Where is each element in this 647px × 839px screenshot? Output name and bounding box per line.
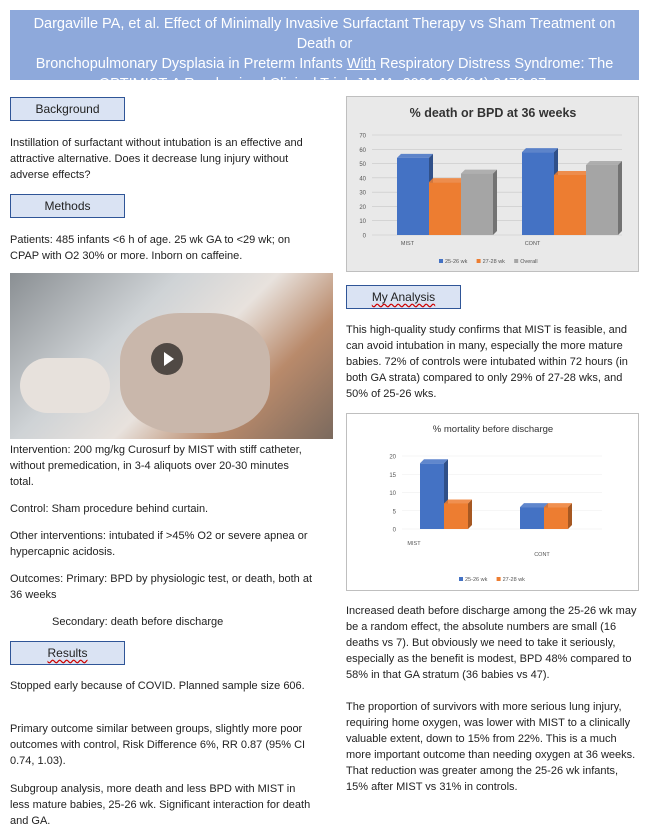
bar-27-28-wk-MIST	[429, 182, 461, 235]
title-line-1: Dargaville PA, et al. Effect of Minimally Invasive Surfactant Therapy vs Sham Treatment on Death or	[33, 16, 616, 52]
y-tick-label: 0	[392, 527, 396, 534]
bar-side	[618, 161, 622, 235]
bar-top	[461, 170, 497, 174]
bar-Overall-CONT	[586, 165, 618, 235]
chart-mortality-svg	[347, 414, 638, 590]
bar-side	[493, 170, 497, 235]
y-tick-label: 10	[359, 219, 366, 226]
y-tick-label: 40	[359, 176, 366, 183]
chart-death-or-bpd-svg	[347, 97, 638, 271]
y-tick-label: 20	[389, 454, 396, 461]
bar-top	[520, 503, 548, 507]
analysis-text-2: Increased death before discharge among the 25-26 wk may be a random effect, the absolute numbers are small (16 deaths vs 7). But obviously we need to take it seriously, especially as the benefit is modest, BPD 48% compared to 58% in that GA stratum (36 babies vs 47).	[346, 605, 637, 681]
bar-top	[420, 459, 448, 463]
bar-top	[554, 171, 590, 175]
x-tick-label: CONT	[524, 241, 541, 247]
x-tick-label: MIST	[407, 541, 421, 547]
bar-top	[444, 499, 472, 503]
my-analysis-heading: My Analysis	[346, 285, 461, 309]
y-tick-label: 70	[359, 133, 366, 140]
chart-death-or-bpd	[346, 96, 639, 272]
video-player[interactable]	[10, 273, 333, 439]
bar-27-28-wk-CONT	[554, 175, 586, 235]
legend-swatch	[514, 259, 518, 263]
bar-27-28-wk-CONT	[544, 507, 568, 529]
results-text-3: Subgroup analysis, more death and less BPD with MIST in less mature babies, 25-26 wk. Significant interaction for death and GA.	[10, 783, 311, 827]
results-text-2: Primary outcome similar between groups, slightly more poor outcomes with control, Risk Difference 6%, RR 0.87 (95% CI 0.74, 1.03).	[10, 723, 306, 767]
y-tick-label: 20	[359, 204, 366, 211]
other-interventions-text: Other interventions: intubated if >45% O2 or severe apnea or hypercapnic acidosis.	[10, 530, 308, 558]
x-tick-label: CONT	[534, 552, 550, 558]
bar-25-26-wk-MIST	[397, 158, 429, 235]
intervention-text: Intervention: 200 mg/kg Curosurf by MIST with stiff catheter, without premedication, in 3-4 aliquots over 20-30 minutes total.	[10, 444, 302, 488]
y-tick-label: 30	[359, 190, 366, 197]
y-tick-label: 50	[359, 162, 366, 169]
bar-25-26-wk-CONT	[520, 507, 544, 529]
bar-top	[586, 161, 622, 165]
x-tick-label: MIST	[400, 241, 415, 247]
bar-top	[429, 178, 465, 182]
chart-mortality	[346, 413, 639, 591]
legend-swatch	[477, 259, 481, 263]
chart-title: % death or BPD at 36 weeks	[409, 106, 577, 120]
legend-label: 25-26 wk	[445, 259, 468, 265]
title-line-3[interactable]: OPTIMIST-A Randomized Clinical Trial. JAMA. 2021;326(24):2478-87.	[98, 76, 551, 92]
video-thumbnail-glove	[20, 358, 110, 413]
outcomes-secondary-text: Secondary: death before discharge	[52, 616, 224, 628]
legend-swatch	[439, 259, 443, 263]
bar-27-28-wk-MIST	[444, 503, 468, 529]
play-icon[interactable]	[151, 343, 183, 375]
bar-side	[468, 499, 472, 529]
results-heading: Results	[10, 641, 125, 665]
bar-25-26-wk-CONT	[522, 152, 554, 235]
analysis-text-1: This high-quality study confirms that MIST is feasible, and can avoid intubation in many, especially the more mature babies. 72% of controls were intubated within 72 hours (in both GA strata) compared to only 29% of 27-28 wks, and 50% of 25-26 wks.	[346, 324, 628, 400]
y-tick-label: 5	[392, 509, 396, 516]
y-tick-label: 0	[362, 233, 366, 240]
bar-25-26-wk-MIST	[420, 463, 444, 529]
chart-title: % mortality before discharge	[432, 424, 554, 435]
y-tick-label: 15	[389, 472, 396, 479]
bar-Overall-MIST	[461, 174, 493, 235]
legend-label: 27-28 wk	[482, 259, 505, 265]
control-text: Control: Sham procedure behind curtain.	[10, 503, 209, 515]
title-line-2: Bronchopulmonary Dysplasia in Preterm Infants With Respiratory Distress Syndrome: The	[35, 56, 614, 72]
title-link-with[interactable]: With	[346, 56, 376, 72]
bar-top	[522, 148, 558, 152]
results-text-1: Stopped early because of COVID. Planned sample size 606.	[10, 680, 305, 692]
y-tick-label: 60	[359, 147, 366, 154]
background-text: Instillation of surfactant without intubation is an effective and attractive alternative. Does it decrease lung injury without adverse effects?	[10, 137, 303, 181]
methods-heading: Methods	[10, 194, 125, 218]
background-heading: Background	[10, 97, 125, 121]
patients-text: Patients: 485 infants <6 h of age. 25 wk GA to <29 wk; on CPAP with O2 30% or more. Inborn on caffeine.	[10, 234, 291, 262]
outcomes-primary-text: Outcomes: Primary: BPD by physiologic test, or death, both at 36 weeks	[10, 573, 313, 601]
video-thumbnail-subject	[120, 313, 270, 433]
legend-swatch	[459, 577, 463, 581]
y-tick-label: 10	[389, 491, 396, 497]
analysis-text-3: The proportion of survivors with more serious lung injury, requiring home oxygen, was lower with MIST to a clinically valuable extent, down to 15% from 22%. This is a much more important outcome than needing oxygen at 36 weeks. That reduction was greater among the 25-26 wk infants, 15% after MIST vs 31% in controls.	[346, 701, 636, 793]
legend-label: Overall	[520, 259, 538, 265]
title-banner	[10, 10, 639, 92]
bar-top	[397, 154, 433, 158]
legend-label: 27-28 wk	[502, 577, 525, 583]
bar-side	[568, 503, 572, 529]
bar-top	[544, 503, 572, 507]
legend-label: 25-26 wk	[465, 577, 488, 583]
legend-swatch	[497, 577, 501, 581]
